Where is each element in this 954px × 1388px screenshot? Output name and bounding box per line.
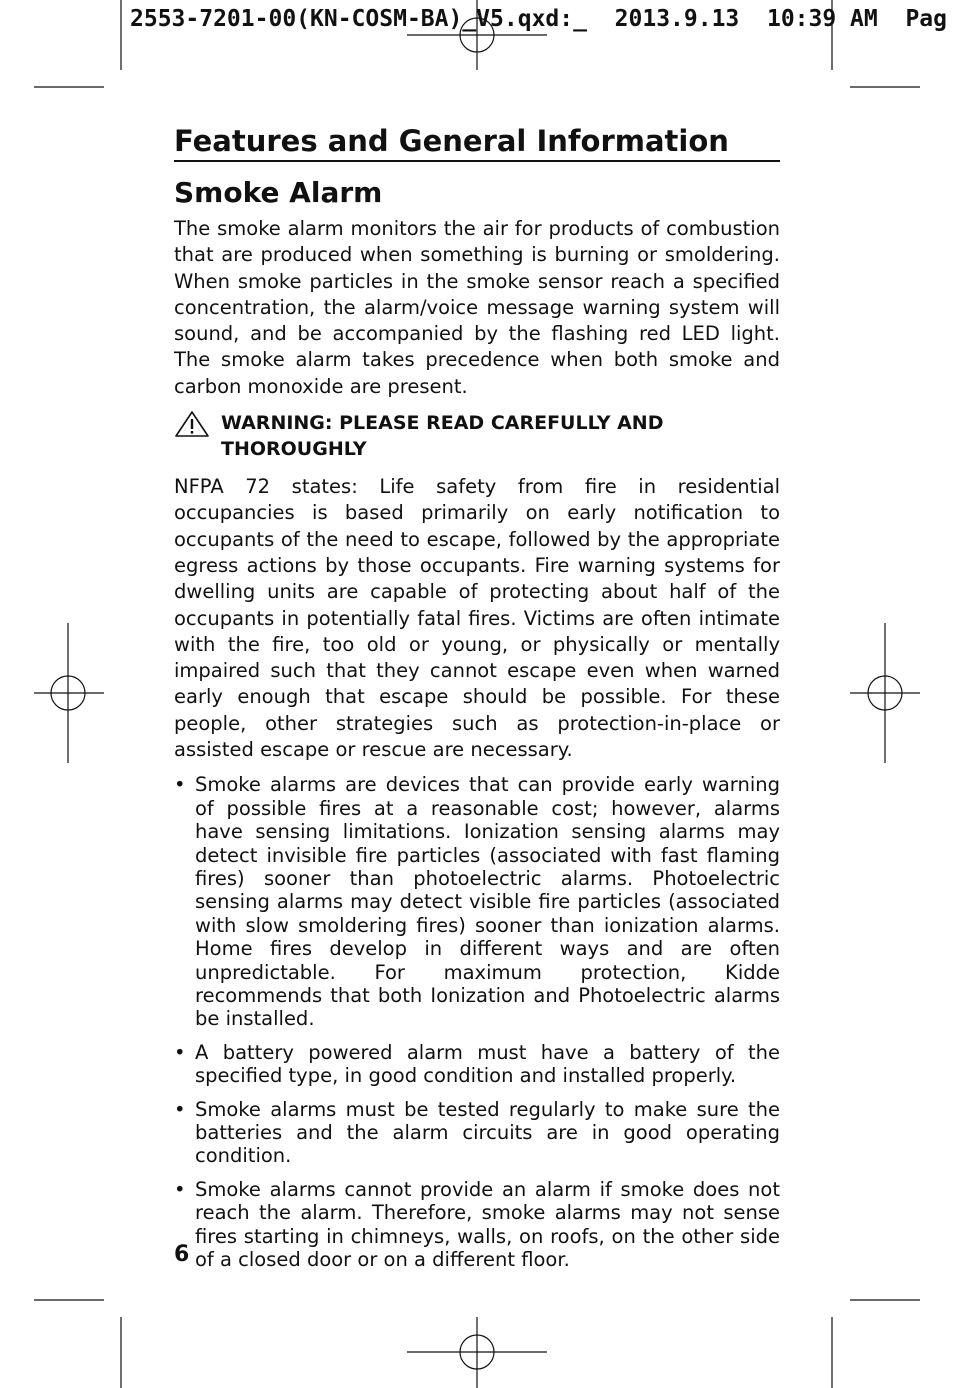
list-item-text: Smoke alarms must be tested regularly to make sure the batteries and the alarm circuits are in good operating condition. <box>195 1097 780 1168</box>
list-item-text: Smoke alarms are devices that can provide early warning of possible fires at a reasonable cost; however, alarms have sensing limitations. Ionization sensing alarms may detect invisible fire particles (associated with fast flaming fires) sooner than photoelectric alarms. Photoelectric sensing alarms may detect visible fire particles (associated with slow smoldering fires) sooner than ionization alarms. Home fires develop in different ways and are often unpredictable. For maximum protection, Kidde recommends that both Ionization and Photoelectric alarms be installed. <box>195 773 780 1031</box>
bullet-dot: • <box>174 1040 186 1064</box>
list-item <box>174 1041 780 1088</box>
intro-paragraph: The smoke alarm monitors the air for products of combustion that are produced when something is burning or smoldering. When smoke particles in the smoke sensor reach a specified concentration, the alarm/voice message warning system will sound, and be accompanied by the flashing red LED light. The smoke alarm takes precedence when both smoke and carbon monoxide are present. <box>174 217 780 398</box>
nfpa-paragraph: NFPA 72 states: Life safety from fire in residential occupancies is based primarily on early notification to occupants of the need to escape, followed by the appropriate egress actions by those occupants. Fire warning systems for dwelling units are capable of protecting about half of the occupants in potentially fatal fires. Victims are often intimate with the fire, too old or young, or physically or mentally impaired such that they cannot escape even when warned early enough that escape should be possible. For these people, other strategies such as protection-in-place or assisted escape or rescue are necessary. <box>174 475 780 762</box>
list-item <box>174 1178 780 1272</box>
list-item <box>174 773 780 1030</box>
page-number: 6 <box>174 1242 190 1267</box>
warning-callout <box>174 410 780 462</box>
page-title: Features and General Information <box>174 124 780 162</box>
warning-triangle-icon <box>174 410 221 442</box>
print-slug-line: 2553-7201-00(KN-COSM-BA)_V5.qxd:_ 2013.9.13 10:39 AM Pag <box>130 6 947 32</box>
section-title: Smoke Alarm <box>174 176 383 209</box>
bullet-dot: • <box>174 1097 186 1121</box>
bullet-dot: • <box>174 773 186 797</box>
warning-text: WARNING: PLEASE READ CAREFULLY AND THOROUGHLY <box>221 412 664 461</box>
page-content <box>174 124 780 1281</box>
bullet-list <box>174 773 780 1271</box>
bullet-dot: • <box>174 1177 186 1201</box>
list-item <box>174 1098 780 1168</box>
list-item-text: A battery powered alarm must have a battery of the specified type, in good condition and installed properly. <box>195 1040 780 1088</box>
list-item-text: Smoke alarms cannot provide an alarm if smoke does not reach the alarm. Therefore, smoke alarms may not sense fires starting in chimneys, walls, on roofs, on the other side of a closed door or on a different floor. <box>195 1177 780 1272</box>
